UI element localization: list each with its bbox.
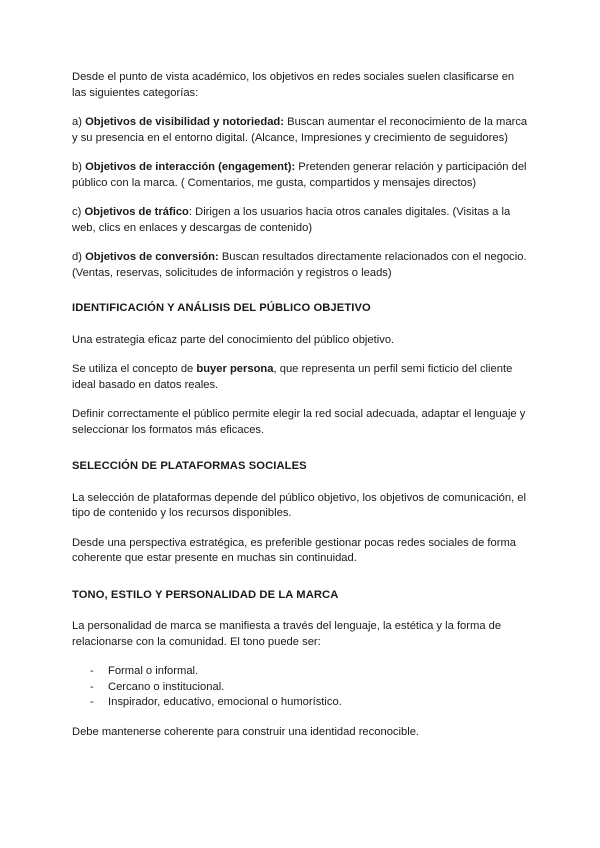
objective-item-b (72, 160, 528, 191)
objective-prefix: c) (72, 206, 85, 218)
identificacion-paragraph-1: Una estrategia eficaz parte del conocimiento del público objetivo. (72, 333, 395, 346)
objective-title: Objetivos de visibilidad y notoriedad: (85, 116, 284, 128)
list-item (72, 695, 528, 711)
objective-prefix: b) (72, 161, 86, 173)
intro-paragraph: Desde el punto de vista académico, los objetivos en redes sociales suelen clasificarse en las siguientes categorías: (72, 71, 515, 99)
buyer-persona-term: buyer persona (196, 363, 274, 375)
dash-bullet: - (90, 680, 94, 693)
heading-tono: TONO, ESTILO Y PERSONALIDAD DE LA MARCA (72, 588, 339, 601)
objective-text: Buscan resultados directamente relacionados con el negocio. (Ventas, reservas, solicitudes de información y registros o leads) (72, 251, 527, 279)
text-span: , que representa un perfil semi ficticio del cliente ideal basado en datos reales. (72, 363, 513, 391)
list-item-text: Formal o informal. (108, 665, 199, 677)
text-span: Se utiliza el concepto de (72, 363, 197, 375)
dash-bullet: - (90, 696, 94, 708)
objective-title: Objetivos de tráfico (84, 206, 189, 218)
list-item-text: Inspirador, educativo, emocional o humorístico. (108, 696, 342, 708)
objective-item-a (72, 115, 528, 146)
objective-text: Pretenden generar relación y participación del público con la marca. ( Comentarios, me gusta, compartidos y mensajes directos) (72, 161, 527, 189)
objective-prefix: d) (72, 251, 86, 263)
objective-text: Dirigen a los usuarios hacia otros canales digitales. (Visitas a la web, clics en enlaces y descargas de contenido) (72, 206, 511, 234)
heading-plataformas: SELECCIÓN DE PLATAFORMAS SOCIALES (72, 460, 307, 472)
plataformas-paragraph-1: La selección de plataformas depende del público objetivo, los objetivos de comunicación, el tipo de contenido y los recursos disponibles. (72, 491, 527, 519)
identificacion-paragraph-3: Definir correctamente el público permite elegir la red social adecuada, adaptar el lenguaje y seleccionar los formatos más eficaces. (72, 408, 526, 436)
list-item-text: Cercano o institucional. (108, 680, 225, 693)
list-item (72, 664, 528, 680)
objective-sep: : (188, 206, 196, 218)
objective-item-d (72, 250, 528, 281)
objectives-list (72, 115, 528, 281)
tono-list (72, 664, 528, 711)
objective-title: Objetivos de conversión: (85, 251, 219, 263)
tono-paragraph-2: Debe mantenerse coherente para construir una identidad reconocible. (72, 725, 420, 738)
identificacion-paragraph-2 (72, 362, 528, 393)
heading-identificacion: IDENTIFICACIÓN Y ANÁLISIS DEL PÚBLICO OBJETIVO (72, 302, 371, 314)
objective-title: Objetivos de interacción (engagement): (85, 161, 296, 173)
dash-bullet: - (90, 665, 94, 677)
objective-prefix: a) (72, 116, 86, 128)
objective-item-c (72, 205, 528, 236)
objective-text: Buscan aumentar el reconocimiento de la marca y su presencia en el entorno digital. (Alcance, Impresiones y crecimiento de seguidores) (72, 116, 528, 144)
list-item (72, 680, 528, 696)
plataformas-paragraph-2: Desde una perspectiva estratégica, es preferible gestionar pocas redes sociales de forma coherente que estar presente en muchas sin continuidad. (72, 536, 517, 564)
tono-paragraph-1: La personalidad de marca se manifiesta a través del lenguaje, la estética y la forma de relacionarse con la comunidad. El tono puede ser: (72, 620, 502, 648)
